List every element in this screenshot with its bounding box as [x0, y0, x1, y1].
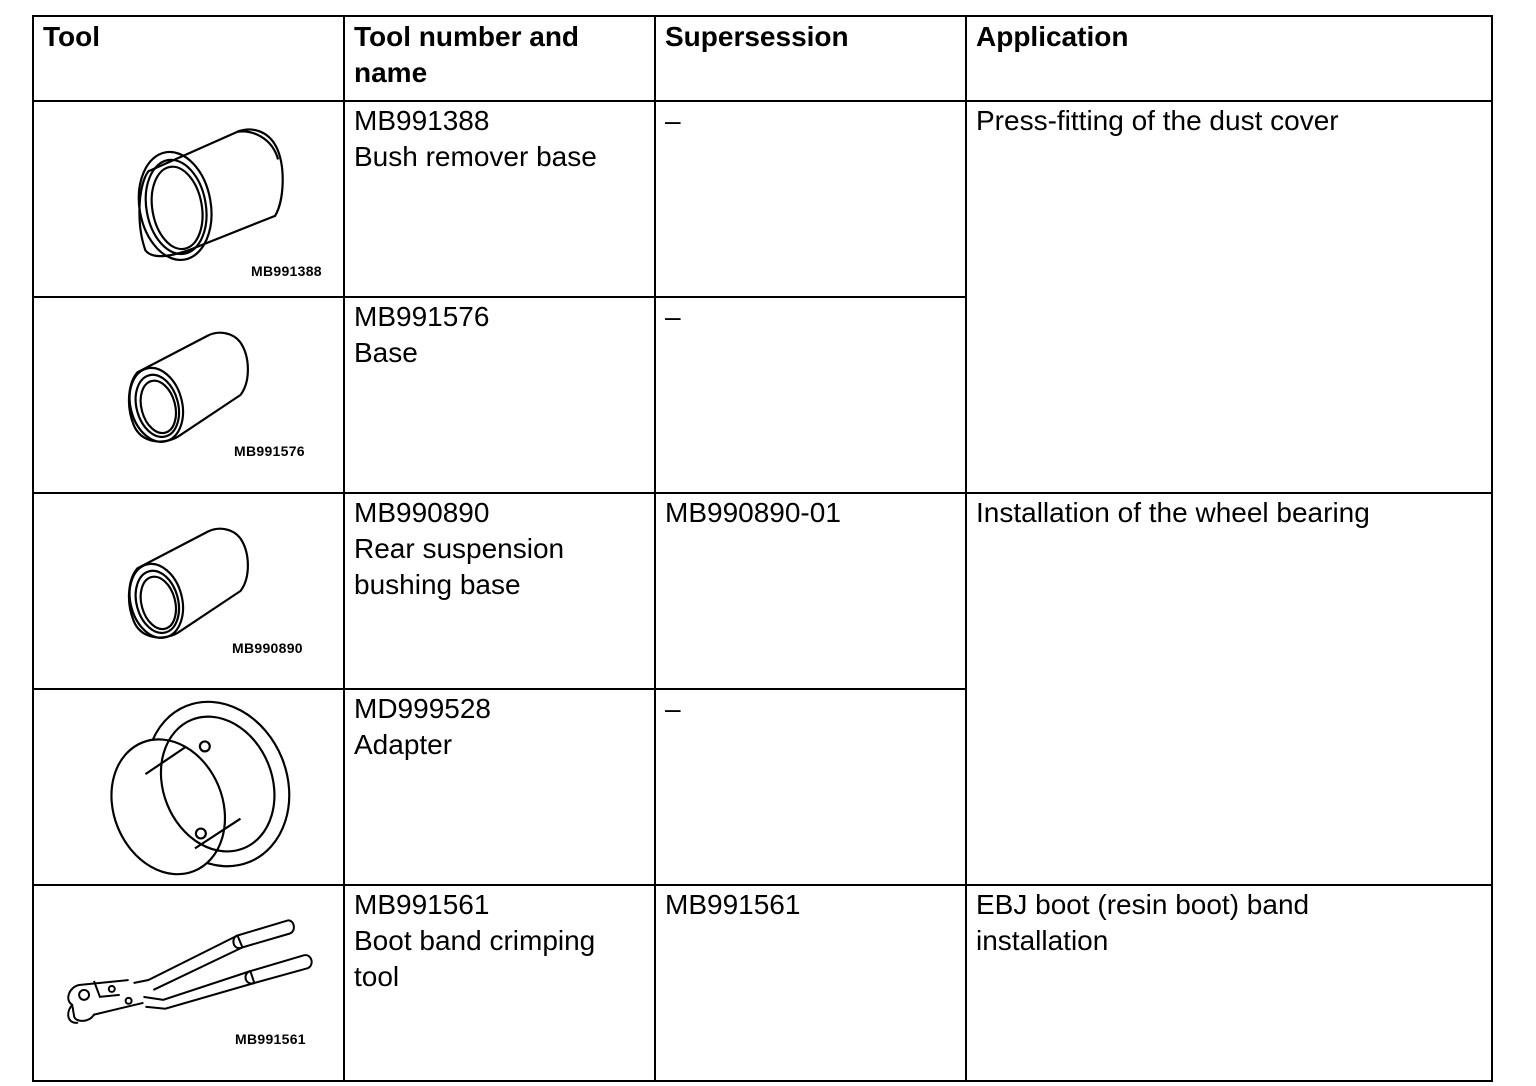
table-row	[33, 885, 1492, 1081]
supersession-cell: MB991561	[655, 885, 966, 1081]
table-row	[33, 101, 1492, 297]
application-cell	[966, 493, 1492, 885]
tool-number: MD999528	[354, 693, 491, 724]
tool-number: MB991576	[354, 301, 490, 332]
supersession-cell: –	[655, 101, 966, 297]
header-application: Application	[966, 16, 1492, 101]
tool-number: MB991388	[354, 105, 490, 136]
tool-number-cell	[344, 493, 655, 689]
application-cell	[966, 101, 1492, 493]
tool-image-cell	[33, 885, 344, 1081]
supersession-cell: MB990890-01	[655, 493, 966, 689]
header-supersession: Supersession	[655, 16, 966, 101]
tool-image-cell	[33, 689, 344, 885]
tool-number-cell	[344, 101, 655, 297]
crimping-tool-illustration	[34, 886, 343, 1080]
tool-number: MB990890	[354, 497, 490, 528]
tool-number: MB991561	[354, 889, 490, 920]
supersession-cell: –	[655, 297, 966, 493]
table-header-row	[33, 16, 1492, 101]
tool-number-cell	[344, 297, 655, 493]
tool-image-label: MB991576	[234, 443, 305, 459]
header-tool-number-line1: Tool number and	[354, 21, 580, 52]
tool-image-label: MB991388	[251, 263, 322, 279]
application-text-line: installation	[976, 925, 1109, 956]
header-tool-number-line2: name	[354, 57, 428, 88]
tool-name-line: bushing base	[354, 569, 521, 600]
application-text-line: EBJ boot (resin boot) band	[976, 889, 1310, 920]
application-cell	[966, 885, 1492, 1081]
header-tool: Tool	[33, 16, 344, 101]
header-tool-number	[344, 16, 655, 101]
tool-name-line: Bush remover base	[354, 141, 597, 172]
base-illustration	[34, 298, 343, 492]
bushing-base-illustration	[34, 494, 343, 688]
tool-number-cell	[344, 885, 655, 1081]
application-text: Press-fitting of the dust cover	[976, 105, 1339, 136]
tool-image-cell	[33, 493, 344, 689]
tool-name-line: Adapter	[354, 729, 453, 760]
tool-image-cell	[33, 297, 344, 493]
table-row	[33, 493, 1492, 689]
tool-number-cell	[344, 689, 655, 885]
special-tools-table	[32, 15, 1493, 1082]
tool-name-line: tool	[354, 961, 400, 992]
tool-image-label: MB990890	[232, 640, 303, 656]
tool-image-cell	[33, 101, 344, 297]
supersession-cell: –	[655, 689, 966, 885]
tool-image-label: MB991561	[235, 1031, 306, 1047]
tool-name-line: Boot band crimping	[354, 925, 596, 956]
adapter-ring-illustration	[34, 690, 343, 884]
tool-name-line: Base	[354, 337, 418, 368]
application-text: Installation of the wheel bearing	[976, 497, 1370, 528]
tool-name-line: Rear suspension	[354, 533, 565, 564]
